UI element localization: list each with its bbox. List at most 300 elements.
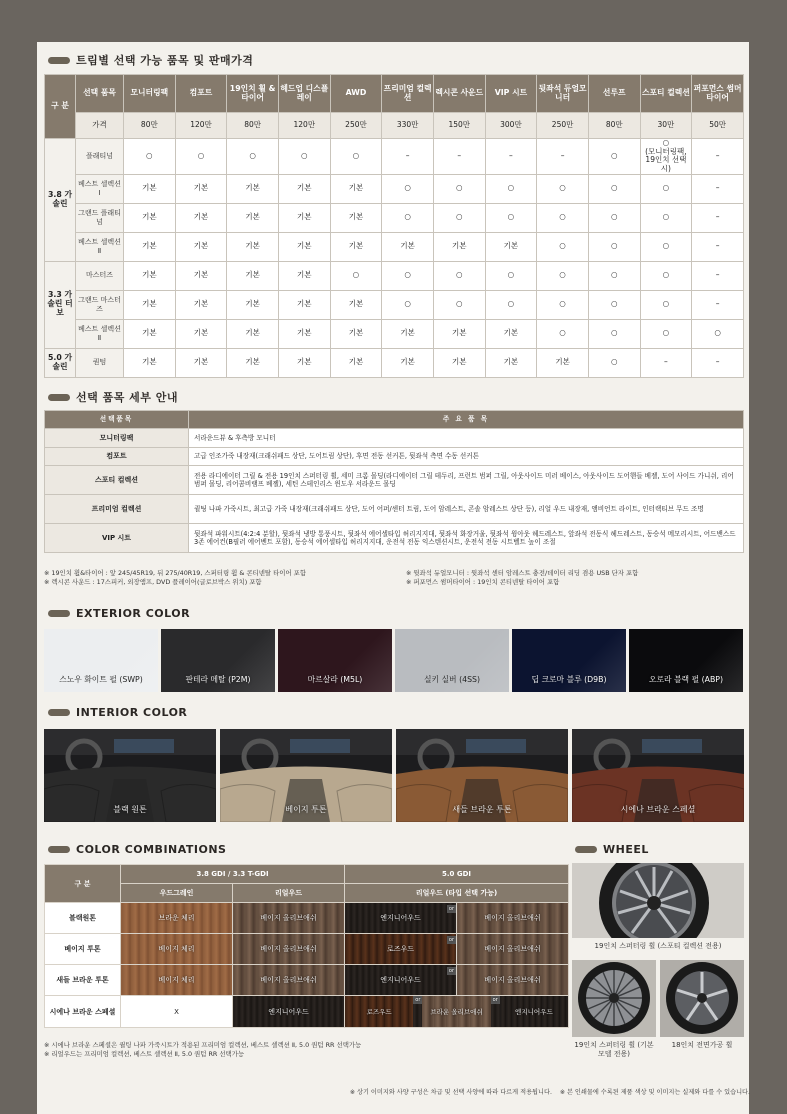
option-value-cell xyxy=(640,174,692,203)
combo-realwood-type-cell xyxy=(345,903,457,934)
option-value-cell xyxy=(124,290,176,319)
combo-realwood-type-cell: 베이지 올리브애쉬 xyxy=(457,903,569,934)
option-value: ○ xyxy=(662,212,670,222)
option-value-cell xyxy=(485,319,537,348)
option-value-cell xyxy=(485,261,537,290)
wheel-left-caption: 19인치 스퍼터링 휠 (기본 모델 전용) xyxy=(574,1041,654,1059)
option-value-cell xyxy=(640,203,692,232)
detail-option-desc: 뒷좌석 파워시트(4:2:4 분할), 뒷좌석 냉방 통풍시트, 뒷좌석 에어셀타입 허리지지대, 뒷좌석 화장거울, 뒷좌석 윙아웃 헤드레스트, 앞좌석 전동식 헤드레스트, 동승석 메모리시트, 어드밴스드 3존 에어컨(B필러 에어벤트 포함), 동승석 에어셀타입 허리지지대, 운전석 전동 익스텐션시트, 운전석 전동 시트벨트 높이 조절 xyxy=(189,524,744,553)
option-value: 기본 xyxy=(142,270,157,280)
option-value: 기본 xyxy=(348,241,364,251)
option-value: ○ xyxy=(714,328,721,338)
option-value: 기본 xyxy=(297,183,312,193)
or-badge: or xyxy=(448,968,455,974)
note-line: ※ 퍼포먼스 썸머타이어 : 19인치 콘티넨탈 타이어 포함 xyxy=(406,577,560,586)
option-value-cell xyxy=(692,174,744,203)
option-value-cell xyxy=(382,174,434,203)
option-value: 기본 xyxy=(193,183,209,193)
option-value-cell xyxy=(278,319,330,348)
option-value: – xyxy=(560,150,565,160)
option-value: ○ xyxy=(146,150,153,160)
combo-realwood-type-cell: 베이지 올리브애쉬 xyxy=(457,965,569,996)
option-value-cell xyxy=(382,139,434,175)
option-value-cell xyxy=(330,139,382,175)
option-value: ○ xyxy=(662,328,670,338)
option-value: 기본 xyxy=(503,241,519,251)
option-value-cell xyxy=(382,232,434,261)
combo-realwood-cell: 엔지니어우드 xyxy=(233,996,345,1028)
detail-option-desc: 전용 라디에이터 그릴 & 전용 19인치 스퍼터링 휠, 세미 크롬 몰딩(라디에이터 그릴 테두리, 프런트 범퍼 그릴, 아웃사이드 미러 베이스, 아웃사이드 도어핸들 베젤, 도어 사이드 가니쉬, 리어범퍼 몰딩, 리어콤비램프 베젤), 세틴 스테인리스 윈도우 서라운드 몰딩 xyxy=(189,466,744,495)
option-value: – xyxy=(715,357,720,367)
option-value-cell xyxy=(433,348,485,377)
option-value-cell xyxy=(175,319,227,348)
option-value: 기본 xyxy=(348,299,364,309)
option-value: – xyxy=(715,183,720,193)
option-value: 기본 xyxy=(452,241,467,251)
option-value-cell xyxy=(588,319,640,348)
option-value: ○ xyxy=(404,270,411,280)
header-option: 뒷좌석 듀얼모니터 xyxy=(537,75,589,113)
option-value: ○ xyxy=(610,183,618,193)
option-value-cell xyxy=(227,174,279,203)
option-value-cell xyxy=(485,174,537,203)
option-value-cell xyxy=(330,232,382,261)
detail-notes-left xyxy=(44,569,404,586)
option-value: 기본 xyxy=(142,299,157,309)
option-value: ○ xyxy=(507,270,515,280)
option-value: – xyxy=(715,241,720,251)
option-value-cell xyxy=(537,203,589,232)
exterior-swatch xyxy=(44,629,158,692)
option-value: ○ xyxy=(404,299,411,309)
option-value: 기본 xyxy=(503,328,519,338)
section-pill-icon xyxy=(48,610,70,617)
option-value-cell xyxy=(278,261,330,290)
option-value-cell xyxy=(382,261,434,290)
option-value-cell xyxy=(227,232,279,261)
option-value: 기본 xyxy=(348,212,364,222)
option-value-cell xyxy=(537,261,589,290)
option-value: 기본 xyxy=(245,299,260,309)
option-value-cell xyxy=(588,290,640,319)
option-value: 기본 xyxy=(297,357,312,367)
interior-item xyxy=(220,729,392,822)
option-value-cell xyxy=(124,319,176,348)
price-cell: 300만 xyxy=(485,113,537,139)
option-value: ○ xyxy=(559,212,566,222)
detail-col-option: 선택품목 xyxy=(45,411,189,429)
trim-name-cell: 퀀텀 xyxy=(76,348,124,377)
option-value: – xyxy=(715,212,720,222)
option-value: 기본 xyxy=(245,328,260,338)
option-value: – xyxy=(457,150,462,160)
combo-row-name: 새들 브라운 투톤 xyxy=(45,965,121,996)
option-value-cell xyxy=(124,348,176,377)
option-value-cell xyxy=(588,232,640,261)
option-value-cell xyxy=(227,319,279,348)
option-value: 기본 xyxy=(245,212,260,222)
option-value-cell xyxy=(692,261,744,290)
option-value-cell xyxy=(227,203,279,232)
option-value: 기본 xyxy=(142,357,157,367)
option-value: ○ xyxy=(352,270,360,280)
option-value: ○ xyxy=(507,299,515,309)
section-pill-icon xyxy=(48,394,70,401)
combo-realwood-cell: 베이지 올리브애쉬 xyxy=(233,934,345,965)
detail-col-contents: 주 요 품 목 xyxy=(189,411,744,429)
section-pill-icon xyxy=(575,846,597,853)
option-value: 기본 xyxy=(193,212,209,222)
option-value-cell xyxy=(227,139,279,175)
trim-name-cell: 베스트 셀렉션 Ⅱ xyxy=(76,319,124,348)
combo-wood-option: 엔지니어우드 xyxy=(380,976,421,984)
option-value-cell xyxy=(433,290,485,319)
exterior-swatch-label: 마르살라 (M5L) xyxy=(307,675,363,684)
option-value-cell xyxy=(692,348,744,377)
option-value: ○ xyxy=(507,212,515,222)
footer-right: ※ 본 인쇄물에 수록된 제품 색상 및 이미지는 실제와 다를 수 있습니다. xyxy=(559,1089,750,1096)
wheel-left-image xyxy=(572,960,656,1037)
header-option: 선루프 xyxy=(588,75,640,113)
option-value: ○ xyxy=(455,270,463,280)
option-value-cell xyxy=(692,290,744,319)
option-value-cell xyxy=(588,139,640,175)
price-cell: 250만 xyxy=(330,113,382,139)
detail-option-desc: 고급 인조가죽 내장재(크래쉬패드 상단, 도어트림 상단), 후면 전동 선커튼, 뒷좌석 측면 수동 선커튼 xyxy=(189,448,744,466)
option-value-cell xyxy=(278,348,330,377)
option-value: ○ xyxy=(610,357,618,367)
option-value: 기본 xyxy=(348,357,364,367)
option-value-cell xyxy=(175,290,227,319)
option-value: 기본 xyxy=(142,212,157,222)
detail-option-name: 스포티 컬렉션 xyxy=(45,466,189,495)
option-value: ○ xyxy=(610,241,618,251)
option-value: ○ xyxy=(559,270,566,280)
note-line: ※ 리얼우드는 프리미엄 컬렉션, 베스트 셀렉션 Ⅱ, 5.0 퀀텀 RR 선택가능 xyxy=(44,1049,245,1058)
color-combination-table xyxy=(44,864,569,1028)
header-option: 19인치 휠 & 타이어 xyxy=(227,75,279,113)
option-value: – xyxy=(715,150,720,160)
exterior-swatch-label: 딥 크로마 블루 (D9B) xyxy=(531,675,607,684)
option-value: 기본 xyxy=(503,357,519,367)
header-option: 헤드업 디스플레이 xyxy=(278,75,330,113)
option-value: ○ xyxy=(559,328,566,338)
option-value-cell xyxy=(692,203,744,232)
option-value-cell xyxy=(640,261,692,290)
option-value-cell xyxy=(433,203,485,232)
option-value: 기본 xyxy=(245,357,260,367)
combo-woodgrain-cell: 베이지 체리 xyxy=(121,934,233,965)
price-label: 가격 xyxy=(76,113,124,139)
interior-item xyxy=(572,729,744,822)
option-value: 기본 xyxy=(193,328,209,338)
option-value: – xyxy=(509,150,513,160)
option-value: ○ xyxy=(610,270,618,280)
note-line: ※ 19인치 휠&타이어 : 앞 245/45R19, 뒤 275/40R19, 스퍼터링 휠 & 콘티넨탈 타이어 포함 xyxy=(44,569,306,577)
wheel-right-caption: 18인치 전면가공 휠 xyxy=(671,1041,733,1049)
combo-row-name: 블랙원톤 xyxy=(45,903,121,934)
option-value-cell xyxy=(692,319,744,348)
detail-option-name: 프리미엄 컬렉션 xyxy=(45,495,189,524)
price-cell: 50만 xyxy=(692,113,744,139)
option-value-cell xyxy=(537,290,589,319)
option-value: ○ xyxy=(249,150,256,160)
option-value: 기본 xyxy=(400,328,415,338)
option-value: ○ xyxy=(507,183,515,193)
option-value-cell xyxy=(692,232,744,261)
option-value: ○ xyxy=(404,212,411,222)
footer-left: ※ 상기 이미지와 사양 구성은 차급 및 선택 사양에 따라 다르게 적용됩니다. xyxy=(349,1089,552,1096)
option-value: ○ xyxy=(662,270,670,280)
exterior-swatch-label: 오로라 블랙 펄 (ABP) xyxy=(648,675,724,684)
option-note: (모니터링팩, 19인치 선택시) xyxy=(645,146,687,173)
header-option: 모니터링팩 xyxy=(124,75,176,113)
option-value-cell xyxy=(227,290,279,319)
or-badge: or xyxy=(492,997,498,1003)
header-option: 프리미엄 컬렉션 xyxy=(382,75,434,113)
option-value: 기본 xyxy=(452,328,467,338)
option-value: 기본 xyxy=(142,183,157,193)
option-value-cell xyxy=(330,261,382,290)
option-value: 기본 xyxy=(555,357,570,367)
option-value-cell xyxy=(175,203,227,232)
price-cell: 150만 xyxy=(433,113,485,139)
detail-section-title: 선택 품목 세부 안내 xyxy=(48,389,178,405)
option-value: 기본 xyxy=(193,241,209,251)
option-value-cell xyxy=(537,232,589,261)
combo-row-name: 베이지 투톤 xyxy=(45,934,121,965)
trim-name-cell: 베스트 셀렉션 Ⅰ xyxy=(76,174,124,203)
option-value: 기본 xyxy=(142,328,157,338)
note-line: ※ 렉시콘 사운드 : 17스피커, 외장앰프, DVD 플레이어(글로브박스 위치) 포함 xyxy=(44,577,262,586)
engine-cell: 3.8 가솔린 xyxy=(45,139,76,262)
wheel-main-caption: 19인치 스퍼터링 휠 (스포티 컬렉션 전용) xyxy=(594,942,722,950)
option-value-cell xyxy=(175,261,227,290)
option-value: ○ xyxy=(610,212,618,222)
option-value-cell xyxy=(278,232,330,261)
header-option: 컴포트 xyxy=(175,75,227,113)
option-value: ○ xyxy=(301,150,308,160)
option-value: ○ xyxy=(662,138,670,147)
wheel-sputtering-basic-icon xyxy=(572,960,656,1037)
option-value-cell xyxy=(330,319,382,348)
combo-realwood-cell: 베이지 올리브애쉬 xyxy=(233,903,345,934)
option-value-cell xyxy=(485,290,537,319)
option-value-cell xyxy=(175,348,227,377)
option-value-cell xyxy=(124,139,176,175)
option-value-cell xyxy=(433,261,485,290)
or-badge: or xyxy=(415,997,421,1003)
option-value: 기본 xyxy=(245,241,260,251)
interior-section-title: INTERIOR COLOR xyxy=(48,706,187,719)
option-value: 기본 xyxy=(400,241,415,251)
option-value: 기본 xyxy=(193,357,209,367)
combo-header-gubun: 구 분 xyxy=(45,865,121,903)
header-option: 렉시콘 사운드 xyxy=(433,75,485,113)
option-value-cell xyxy=(278,290,330,319)
option-value-cell xyxy=(433,232,485,261)
option-value-cell xyxy=(175,174,227,203)
exterior-section-title: EXTERIOR COLOR xyxy=(48,607,190,620)
option-value: ○ xyxy=(662,183,670,193)
option-value-cell xyxy=(124,203,176,232)
option-value: – xyxy=(715,270,720,280)
exterior-swatch xyxy=(512,629,626,692)
option-value-cell xyxy=(640,348,692,377)
option-value: 기본 xyxy=(297,270,312,280)
option-value-cell xyxy=(124,174,176,203)
option-value: ○ xyxy=(455,183,463,193)
combo-header-engine-a: 3.8 GDI / 3.3 T-GDI xyxy=(121,865,345,884)
section-pill-icon xyxy=(48,709,70,716)
option-value: 기본 xyxy=(245,183,260,193)
or-badge: or xyxy=(448,906,455,912)
trim-price-table xyxy=(44,74,744,378)
interior-label: 베이지 투톤 xyxy=(285,805,327,814)
detail-option-name: 컴포트 xyxy=(45,448,189,466)
option-value-cell xyxy=(175,139,227,175)
option-value: ○ xyxy=(559,183,566,193)
trim-name-cell: 그랜드 마스터즈 xyxy=(76,290,124,319)
option-detail-table xyxy=(44,410,744,553)
header-option: AWD xyxy=(330,75,382,113)
option-value-cell xyxy=(588,203,640,232)
combo-wood-option: 엔지니어우드 xyxy=(380,914,421,922)
header-option: 스포티 컬렉션 xyxy=(640,75,692,113)
exterior-swatch-label: 판테라 메탈 (P2M) xyxy=(185,675,251,684)
option-value-cell xyxy=(330,290,382,319)
price-cell: 80만 xyxy=(588,113,640,139)
interior-label: 새들 브라운 투톤 xyxy=(452,805,512,814)
option-value-cell xyxy=(640,232,692,261)
option-value-cell xyxy=(485,203,537,232)
note-line: ※ 뒷좌석 듀얼모니터 : 뒷좌석 센터 암레스트 충전/데이터 리딩 겸용 USB 단자 포함 xyxy=(406,569,639,577)
option-value: ○ xyxy=(559,241,566,251)
option-value-cell xyxy=(330,348,382,377)
combo-woodgrain-cell: X xyxy=(121,996,233,1028)
interior-label: 시에나 브라운 스페셜 xyxy=(620,805,696,814)
option-value: 기본 xyxy=(193,299,209,309)
combo-wood-option: 엔지니어우드 xyxy=(500,996,568,1027)
option-value-cell xyxy=(485,348,537,377)
option-value-cell xyxy=(124,232,176,261)
option-value: 기본 xyxy=(245,270,260,280)
option-value-cell xyxy=(433,174,485,203)
trim-name-cell: 마스터즈 xyxy=(76,261,124,290)
option-value-cell xyxy=(485,232,537,261)
option-value: ○ xyxy=(610,299,618,309)
price-cell: 120만 xyxy=(278,113,330,139)
option-value-cell xyxy=(537,174,589,203)
combo-realwood-type-cell xyxy=(345,996,569,1028)
option-value: ○ xyxy=(662,299,670,309)
combo-wood-option: 로즈우드 xyxy=(345,996,413,1027)
combo-realwood-cell: 베이지 올리브애쉬 xyxy=(233,965,345,996)
combo-row-name: 시에나 브라운 스페셜 xyxy=(45,996,121,1028)
option-value: 기본 xyxy=(297,241,312,251)
combo-wood-option: 브라운 올리브애쉬 xyxy=(422,996,490,1027)
option-value-cell xyxy=(640,319,692,348)
combo-realwood-type-cell xyxy=(345,934,457,965)
wheel-section-title: WHEEL xyxy=(575,843,649,856)
option-value-cell xyxy=(588,348,640,377)
option-value: ○ xyxy=(610,328,618,338)
option-value-cell xyxy=(640,139,692,175)
wheel-main-image xyxy=(572,863,744,938)
option-value: 기본 xyxy=(297,212,312,222)
option-value: 기본 xyxy=(348,183,364,193)
header-gubun: 구 분 xyxy=(45,75,76,139)
option-value-cell xyxy=(537,139,589,175)
price-cell: 80만 xyxy=(227,113,279,139)
option-value-cell xyxy=(588,261,640,290)
option-value-cell xyxy=(433,319,485,348)
detail-option-name: VIP 시트 xyxy=(45,524,189,553)
wheel-right-image xyxy=(660,960,744,1037)
header-option-label: 선택 품목 xyxy=(76,75,124,113)
option-value: 기본 xyxy=(348,328,364,338)
option-value-cell xyxy=(485,139,537,175)
option-value-cell xyxy=(382,348,434,377)
combo-header-realwood-type: 리얼우드 (타입 선택 가능) xyxy=(345,884,569,903)
or-badge: or xyxy=(448,937,455,943)
wheel-machined-18-icon xyxy=(660,960,744,1037)
combo-wood-option: 로즈우드 xyxy=(386,945,415,953)
option-value-cell xyxy=(278,174,330,203)
combo-woodgrain-cell: 베이지 체리 xyxy=(121,965,233,996)
exterior-swatch-label: 스노우 화이트 펄 (SWP) xyxy=(59,675,143,684)
option-value-cell xyxy=(433,139,485,175)
combo-header-engine-b: 5.0 GDI xyxy=(345,865,569,884)
option-value-cell xyxy=(124,261,176,290)
option-value-cell xyxy=(588,174,640,203)
option-value: ○ xyxy=(197,150,205,160)
section-pill-icon xyxy=(48,846,70,853)
price-cell: 120만 xyxy=(175,113,227,139)
option-value-cell xyxy=(692,139,744,175)
option-value: 기본 xyxy=(193,270,209,280)
exterior-swatch xyxy=(629,629,743,692)
footer-disclaimer xyxy=(300,1089,750,1097)
option-value: ○ xyxy=(662,241,670,251)
trim-section-title: 트림별 선택 가능 품목 및 판매가격 xyxy=(48,52,253,68)
header-option: 퍼포먼스 썸머타이어 xyxy=(692,75,744,113)
option-value-cell xyxy=(227,261,279,290)
option-value: ○ xyxy=(352,150,360,160)
exterior-swatch xyxy=(278,629,392,692)
section-pill-icon xyxy=(48,57,70,64)
option-value-cell xyxy=(227,348,279,377)
option-value: ○ xyxy=(559,299,566,309)
option-value: – xyxy=(664,357,668,367)
option-value: ○ xyxy=(455,212,463,222)
option-value: ○ xyxy=(404,183,411,193)
combo-header-woodgrain: 우드그레인 xyxy=(121,884,233,903)
option-value: ○ xyxy=(610,150,618,160)
option-value: – xyxy=(715,299,720,309)
option-value-cell xyxy=(382,319,434,348)
option-value-cell xyxy=(175,232,227,261)
option-value-cell xyxy=(278,203,330,232)
option-value-cell xyxy=(537,348,589,377)
combo-woodgrain-cell: 브라운 체리 xyxy=(121,903,233,934)
combination-notes xyxy=(44,1041,568,1058)
option-value-cell xyxy=(537,319,589,348)
option-value: 기본 xyxy=(142,241,157,251)
option-value: 기본 xyxy=(452,357,467,367)
wheel-sputtering-sporty-icon xyxy=(572,863,744,938)
note-line: ※ 시에나 브라운 스페셜은 퀼팅 나파 가죽시트가 적용된 프리미엄 컬렉션, 베스트 셀렉션 Ⅱ, 5.0 퀀텀 RR 선택가능 xyxy=(44,1041,362,1049)
